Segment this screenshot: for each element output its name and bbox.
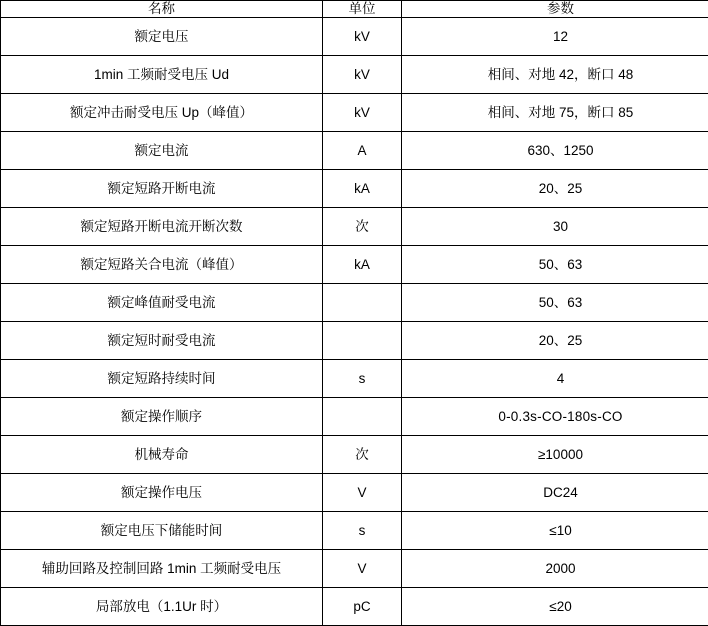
- table-row: [1, 474, 708, 512]
- column-header-unit: 单位: [323, 1, 402, 18]
- row-param: 50、63: [402, 246, 708, 284]
- row-name: 额定电压下储能时间: [1, 512, 323, 550]
- row-name: 辅助回路及控制回路 1min 工频耐受电压: [1, 550, 323, 588]
- table-row: [1, 512, 708, 550]
- table-row: [1, 360, 708, 398]
- table-row: [1, 132, 708, 170]
- row-param: 50、63: [402, 284, 708, 322]
- table-row: [1, 550, 708, 588]
- table-row: [1, 246, 708, 284]
- row-param: ≤20: [402, 588, 708, 626]
- row-unit: V: [323, 550, 402, 588]
- table-row: [1, 588, 708, 626]
- row-param: DC24: [402, 474, 708, 512]
- table-body: [1, 18, 708, 626]
- row-unit: pC: [323, 588, 402, 626]
- row-name: 额定冲击耐受电压 Up（峰值）: [1, 94, 323, 132]
- row-name: 机械寿命: [1, 436, 323, 474]
- row-name: 额定短路开断电流开断次数: [1, 208, 323, 246]
- row-unit: kV: [323, 56, 402, 94]
- row-unit: A: [323, 132, 402, 170]
- row-param: 20、25: [402, 322, 708, 360]
- row-name: 额定短路关合电流（峰值）: [1, 246, 323, 284]
- row-unit: kV: [323, 18, 402, 56]
- row-param: 630、1250: [402, 132, 708, 170]
- row-name: 额定电流: [1, 132, 323, 170]
- row-name: 局部放电（1.1Ur 时）: [1, 588, 323, 626]
- table-row: [1, 398, 708, 436]
- table-row: [1, 18, 708, 56]
- row-param: ≥10000: [402, 436, 708, 474]
- table-row: [1, 284, 708, 322]
- row-unit: 次: [323, 208, 402, 246]
- row-unit: 次: [323, 436, 402, 474]
- row-unit: [323, 398, 402, 436]
- row-name: 额定峰值耐受电流: [1, 284, 323, 322]
- row-unit: V: [323, 474, 402, 512]
- row-name: 额定短路开断电流: [1, 170, 323, 208]
- row-unit: s: [323, 360, 402, 398]
- row-param: 相间、对地 75，断口 85: [402, 94, 708, 132]
- row-param: 4: [402, 360, 708, 398]
- table-header-row: [1, 1, 708, 18]
- row-name: 1min 工频耐受电压 Ud: [1, 56, 323, 94]
- row-name: 额定短时耐受电流: [1, 322, 323, 360]
- column-header-name: 名称: [1, 1, 323, 18]
- column-header-param: 参数: [402, 1, 708, 18]
- row-param: 0-0.3s-CO-180s-CO: [402, 398, 708, 436]
- row-unit: s: [323, 512, 402, 550]
- row-name: 额定操作电压: [1, 474, 323, 512]
- row-param: 2000: [402, 550, 708, 588]
- table-row: [1, 94, 708, 132]
- row-unit: [323, 322, 402, 360]
- table-row: [1, 322, 708, 360]
- row-unit: kA: [323, 246, 402, 284]
- row-param: 30: [402, 208, 708, 246]
- table-row: [1, 56, 708, 94]
- row-unit: [323, 284, 402, 322]
- row-param: 12: [402, 18, 708, 56]
- row-param: 相间、对地 42，断口 48: [402, 56, 708, 94]
- row-param: 20、25: [402, 170, 708, 208]
- row-unit: kV: [323, 94, 402, 132]
- table-row: [1, 436, 708, 474]
- row-unit: kA: [323, 170, 402, 208]
- row-name: 额定短路持续时间: [1, 360, 323, 398]
- row-param: ≤10: [402, 512, 708, 550]
- table-row: [1, 208, 708, 246]
- row-name: 额定电压: [1, 18, 323, 56]
- table-row: [1, 170, 708, 208]
- row-name: 额定操作顺序: [1, 398, 323, 436]
